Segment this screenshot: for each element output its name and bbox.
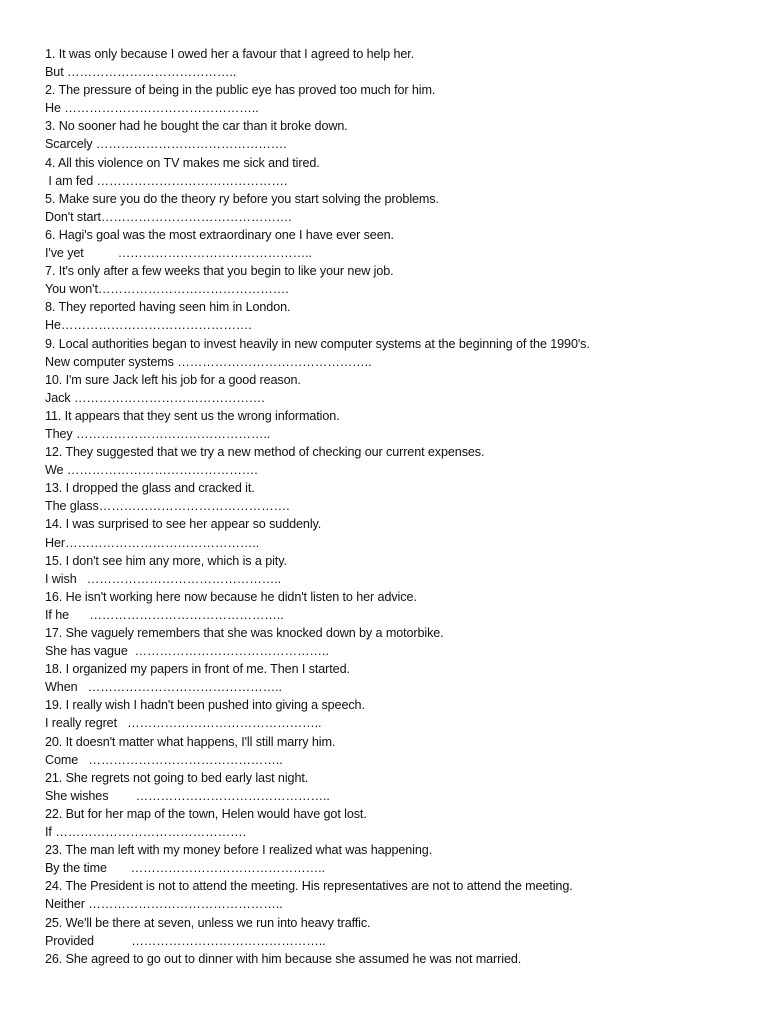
- answer-prompt-3: Scarcely ……………………………………….: [45, 137, 287, 152]
- answer-prompt-17: She has vague ………………………………………..: [45, 644, 329, 659]
- exercise-item-22: [45, 805, 745, 841]
- question-12: 12. They suggested that we try a new method of checking our current expenses.: [45, 445, 485, 460]
- answer-prompt-22: If ……………………………………….: [45, 825, 247, 840]
- question-8: 8. They reported having seen him in London.: [45, 300, 291, 315]
- answer-prompt-21: She wishes ………………………………………..: [45, 788, 330, 803]
- answer-prompt-11: They ………………………………………..: [45, 426, 271, 441]
- question-23: 23. The man left with my money before I realized what was happening.: [45, 843, 433, 858]
- question-21: 21. She regrets not going to bed early last night.: [45, 770, 309, 785]
- answer-prompt-12: We ……………………………………….: [45, 463, 258, 478]
- exercise-item-20: [45, 733, 745, 769]
- answer-prompt-1: But …………………………………..: [45, 65, 237, 80]
- answer-prompt-10: Jack ……………………………………….: [45, 390, 265, 405]
- exercise-item-8: [45, 298, 745, 334]
- exercise-item-19: [45, 696, 745, 732]
- exercise-item-23: [45, 841, 745, 877]
- question-26: 26. She agreed to go out to dinner with him because she assumed he was not married.: [45, 951, 522, 966]
- exercise-item-13: [45, 479, 745, 515]
- answer-prompt-24: Neither ………………………………………..: [45, 897, 283, 912]
- answer-prompt-14: Her………………………………………..: [45, 535, 260, 550]
- question-2: 2. The pressure of being in the public eye has proved too much for him.: [45, 83, 436, 98]
- question-9: 9. Local authorities began to invest heavily in new computer systems at the beginning of the 1990's.: [45, 336, 590, 351]
- answer-prompt-4: I am fed ……………………………………….: [45, 173, 288, 188]
- answer-prompt-23: By the time ………………………………………..: [45, 861, 325, 876]
- question-19: 19. I really wish I hadn't been pushed into giving a speech.: [45, 698, 365, 713]
- answer-prompt-16: If he ………………………………………..: [45, 607, 284, 622]
- exercise-item-12: [45, 443, 745, 479]
- question-15: 15. I don't see him any more, which is a pity.: [45, 553, 287, 568]
- exercise-item-17: [45, 624, 745, 660]
- answer-prompt-15: I wish ………………………………………..: [45, 571, 281, 586]
- question-6: 6. Hagi's goal was the most extraordinary one I have ever seen.: [45, 227, 394, 242]
- question-16: 16. He isn't working here now because he didn't listen to her advice.: [45, 589, 417, 604]
- exercise-item-3: [45, 117, 745, 153]
- answer-prompt-6: I've yet ………………………………………..: [45, 246, 312, 261]
- question-3: 3. No sooner had he bought the car than it broke down.: [45, 119, 348, 134]
- exercise-item-24: [45, 877, 745, 913]
- exercise-item-16: [45, 588, 745, 624]
- question-17: 17. She vaguely remembers that she was knocked down by a motorbike.: [45, 626, 444, 640]
- answer-prompt-20: Come ………………………………………..: [45, 752, 283, 767]
- answer-prompt-7: You won't……………………………………….: [45, 282, 289, 297]
- answer-prompt-25: Provided ………………………………………..: [45, 933, 326, 948]
- exercise-item-14: [45, 515, 745, 551]
- exercise-item-25: [45, 914, 745, 950]
- exercise-item-18: [45, 660, 745, 696]
- question-22: 22. But for her map of the town, Helen would have got lost.: [45, 806, 367, 821]
- exercise-item-2: [45, 81, 745, 117]
- question-4: 4. All this violence on TV makes me sick and tired.: [45, 155, 320, 170]
- question-14: 14. I was surprised to see her appear so suddenly.: [45, 517, 322, 532]
- question-18: 18. I organized my papers in front of me. Then I started.: [45, 662, 350, 677]
- answer-prompt-13: The glass……………………………………….: [45, 499, 290, 514]
- question-24: 24. The President is not to attend the meeting. His representatives are not to attend the meeting.: [45, 879, 573, 894]
- answer-prompt-18: When ………………………………………..: [45, 680, 282, 695]
- exercise-item-21: [45, 769, 745, 805]
- question-10: 10. I'm sure Jack left his job for a good reason.: [45, 372, 301, 387]
- exercise-item-4: [45, 154, 745, 190]
- answer-prompt-2: He ………………………………………..: [45, 101, 259, 116]
- answer-prompt-19: I really regret ………………………………………..: [45, 716, 322, 731]
- question-11: 11. It appears that they sent us the wrong information.: [45, 408, 340, 423]
- exercise-item-1: [45, 45, 745, 81]
- question-20: 20. It doesn't matter what happens, I'll still marry him.: [45, 734, 336, 749]
- answer-prompt-5: Don't start……………………………………….: [45, 209, 292, 224]
- exercise-document: [45, 45, 745, 968]
- exercise-item-6: [45, 226, 745, 262]
- exercise-item-11: [45, 407, 745, 443]
- question-5: 5. Make sure you do the theory ry before you start solving the problems.: [45, 191, 439, 206]
- exercise-item-7: [45, 262, 745, 298]
- exercise-item-10: [45, 371, 745, 407]
- exercise-item-9: [45, 335, 745, 371]
- answer-prompt-9: New computer systems ………………………………………..: [45, 354, 372, 369]
- exercise-item-5: [45, 190, 745, 226]
- question-1: 1. It was only because I owed her a favour that I agreed to help her.: [45, 47, 415, 61]
- question-25: 25. We'll be there at seven, unless we run into heavy traffic.: [45, 915, 371, 930]
- exercise-item-26: [45, 950, 745, 968]
- question-7: 7. It's only after a few weeks that you begin to like your new job.: [45, 264, 394, 279]
- answer-prompt-8: He……………………………………….: [45, 318, 252, 333]
- question-13: 13. I dropped the glass and cracked it.: [45, 481, 255, 496]
- exercise-item-15: [45, 552, 745, 588]
